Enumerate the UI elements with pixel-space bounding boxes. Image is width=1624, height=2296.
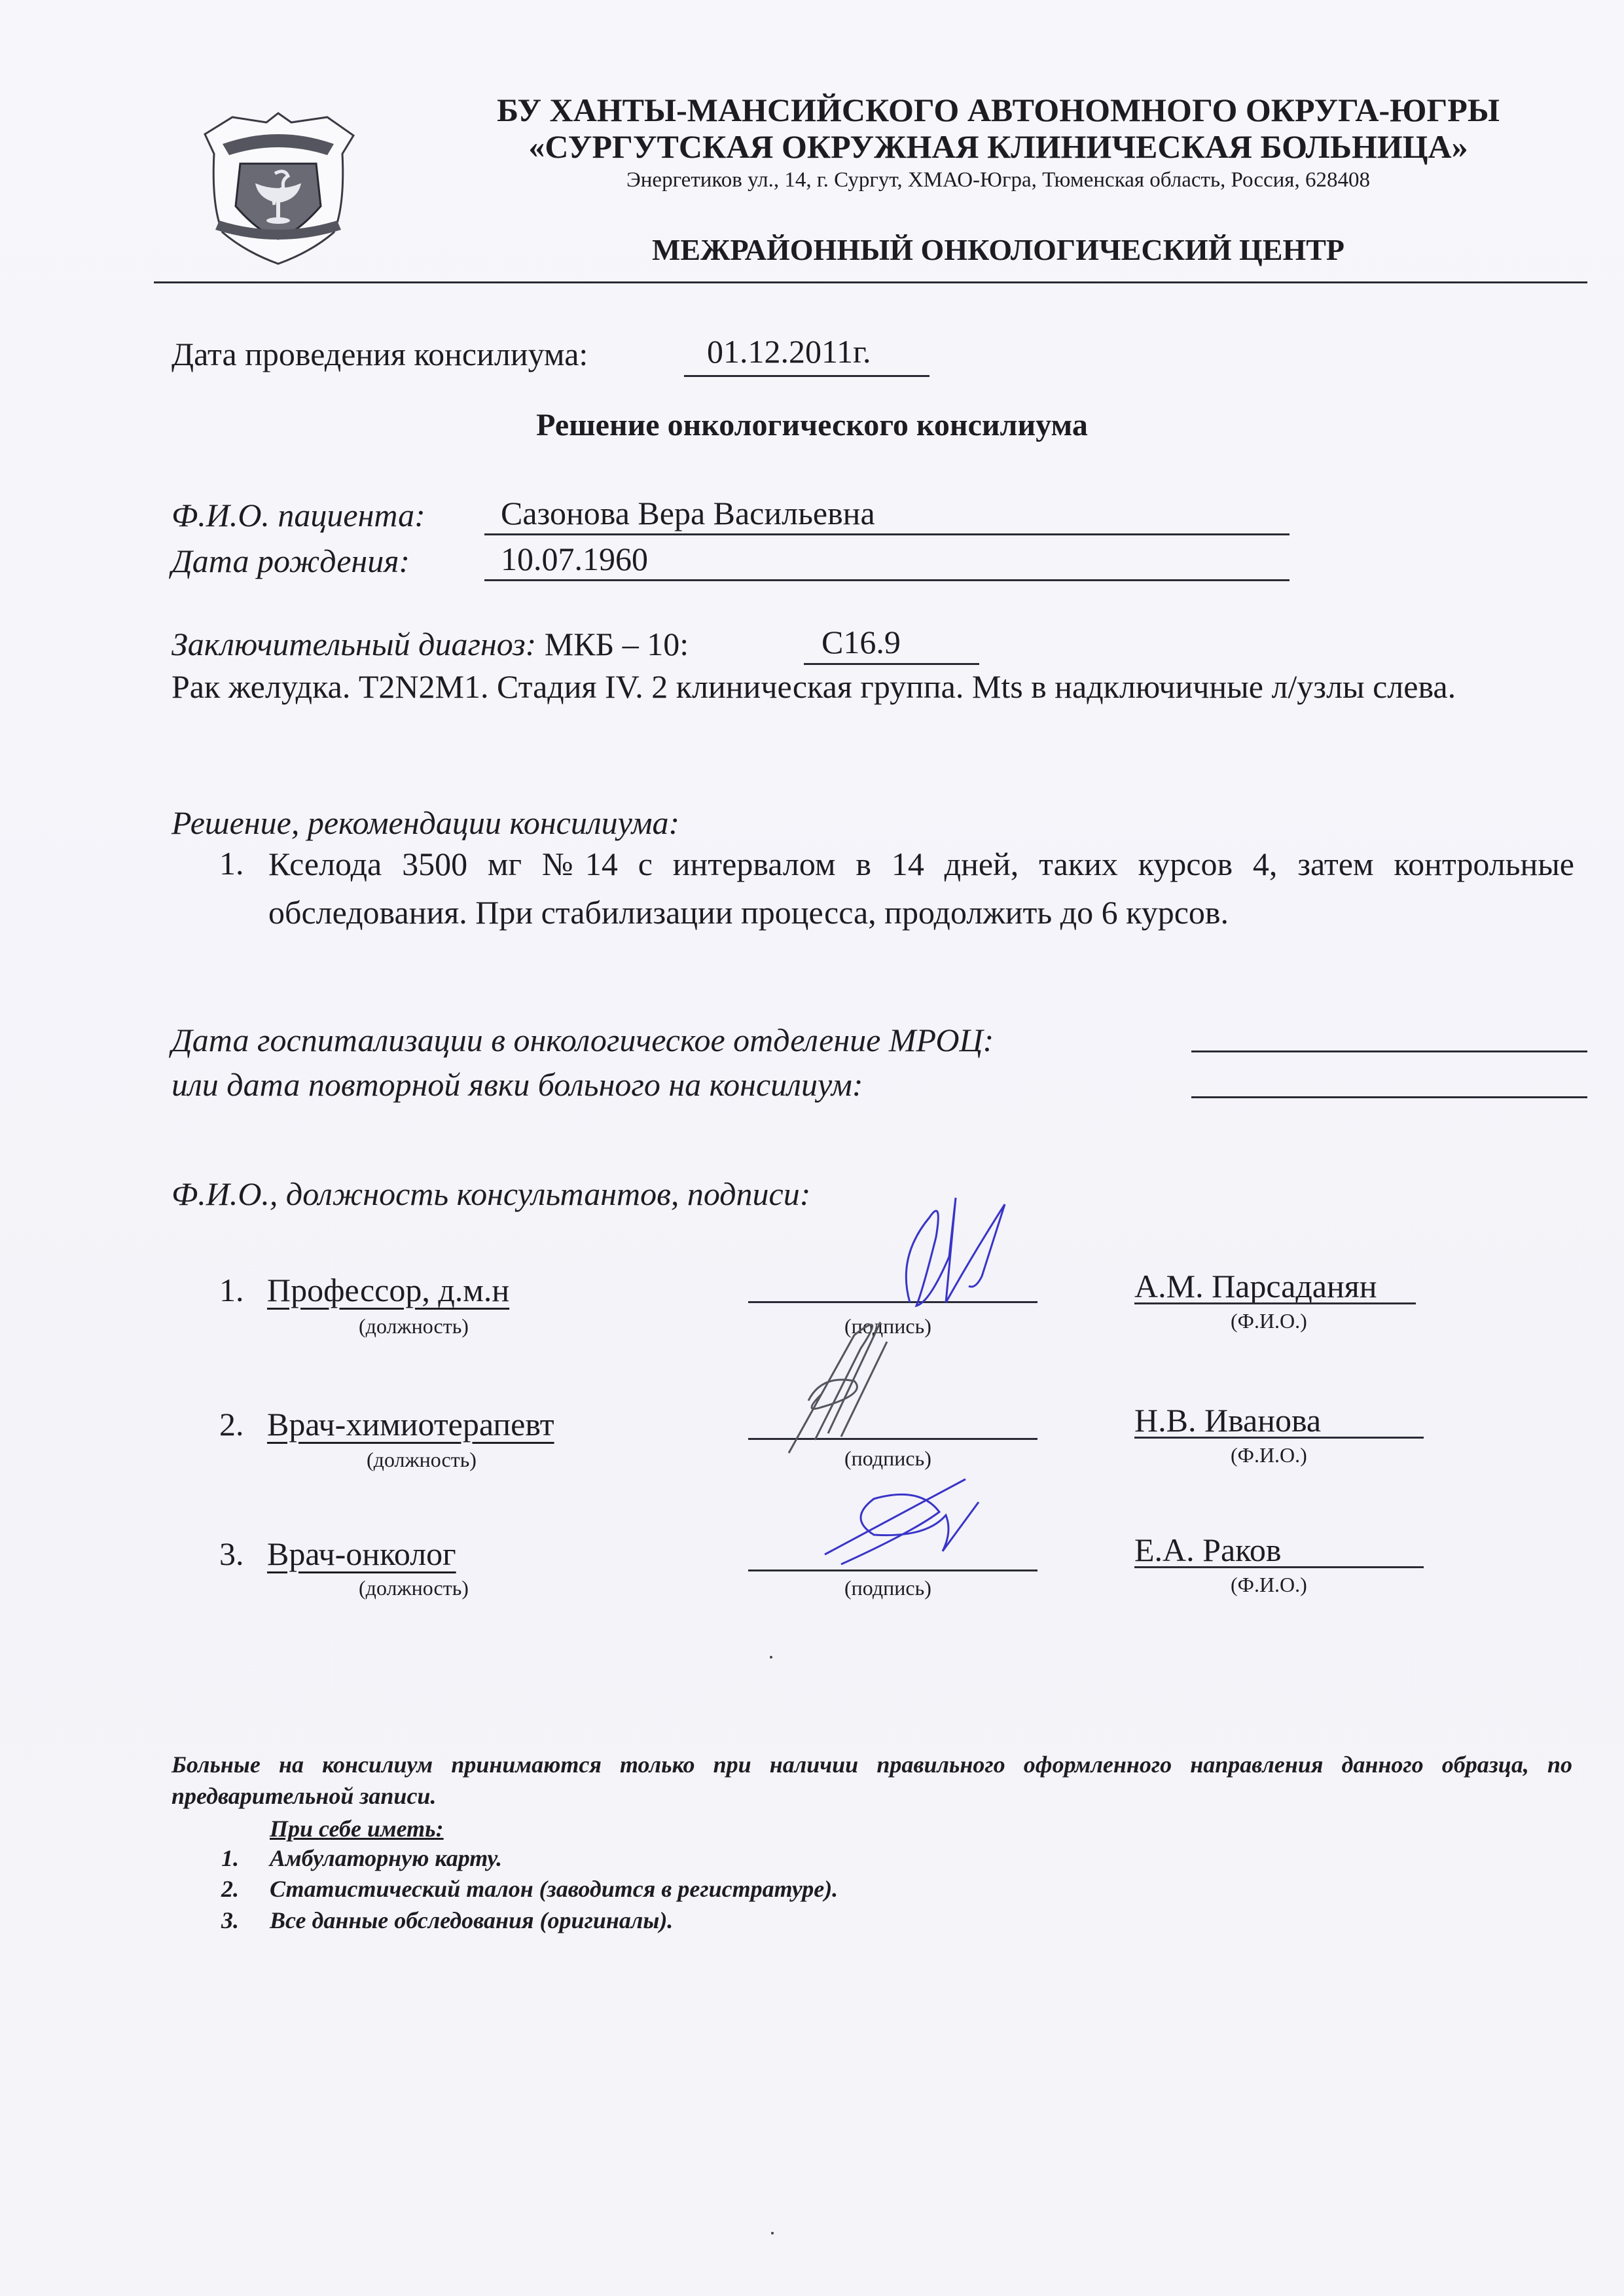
hospital-emblem-icon bbox=[193, 108, 363, 268]
consultant-3-position-caption: (должность) bbox=[359, 1576, 469, 1600]
meeting-date-label: Дата проведения консилиума: bbox=[171, 336, 588, 372]
bring-item-2-text: Статистический талон (заводится в регистратуре). bbox=[270, 1876, 839, 1902]
scan-speck bbox=[770, 1656, 772, 1659]
patient-name-value: Сазонова Вера Васильевна bbox=[501, 495, 875, 531]
date-of-birth-value: 10.07.1960 bbox=[501, 541, 648, 577]
consultant-2-name-caption: (Ф.И.О.) bbox=[1231, 1443, 1307, 1467]
consultant-3-number: 3. bbox=[219, 1535, 244, 1572]
consultant-1-signature-caption: (подпись) bbox=[844, 1314, 931, 1338]
consultant-3-name-underline bbox=[1134, 1566, 1424, 1568]
document-title: Решение онкологического консилиума bbox=[536, 408, 1088, 442]
consultant-2-name: Н.В. Иванова bbox=[1134, 1402, 1322, 1439]
consultant-2-position: Врач-химиотерапевт bbox=[267, 1406, 554, 1443]
consultant-3-position: Врач-онколог bbox=[267, 1535, 456, 1572]
bring-item-3-number: 3. bbox=[221, 1907, 239, 1933]
hospitalization-date-label: Дата госпитализации в онкологическое отделение МРОЦ: bbox=[171, 1022, 994, 1058]
icd-label: МКБ – 10: bbox=[544, 626, 689, 662]
consultant-2-signature-caption: (подпись) bbox=[844, 1446, 931, 1470]
department-title: МЕЖРАЙОННЫЙ ОНКОЛОГИЧЕСКИЙ ЦЕНТР bbox=[651, 233, 1345, 266]
org-name-line2: «СУРГУТСКАЯ ОКРУЖНАЯ КЛИНИЧЕСКАЯ БОЛЬНИЦА» bbox=[528, 128, 1468, 165]
patient-name-label: Ф.И.О. пациента: bbox=[171, 497, 425, 533]
decision-item-number: 1. bbox=[219, 845, 244, 882]
repeat-visit-date-field[interactable] bbox=[1191, 1096, 1587, 1098]
header-divider bbox=[154, 281, 1587, 283]
consultant-3-name-caption: (Ф.И.О.) bbox=[1231, 1573, 1307, 1596]
org-name-line1: БУ ХАНТЫ-МАНСИЙСКОГО АВТОНОМНОГО ОКРУГА-ЮГРЫ bbox=[497, 92, 1500, 128]
consultant-1-position-caption: (должность) bbox=[359, 1314, 469, 1338]
consultant-2-signature-icon bbox=[782, 1309, 893, 1466]
consultant-1-name: А.М. Парсаданян bbox=[1134, 1268, 1377, 1304]
bring-with-label: При себе иметь: bbox=[270, 1816, 444, 1842]
patient-name-underline bbox=[484, 533, 1290, 535]
diagnosis-text: Рак желудка. T2N2M1. Стадия IV. 2 клиническая группа. Mts в надключичные л/узлы слева. bbox=[171, 668, 1456, 705]
consultant-3-signature-icon bbox=[821, 1473, 992, 1577]
icd-code-value: C16.9 bbox=[821, 624, 901, 660]
consultant-1-signature-icon bbox=[890, 1178, 1034, 1316]
bring-item-1-text: Амбулаторную карту. bbox=[270, 1845, 503, 1871]
meeting-date-value: 01.12.2011г. bbox=[707, 333, 871, 370]
consultant-2-position-caption: (должность) bbox=[367, 1448, 477, 1471]
bring-item-2-number: 2. bbox=[221, 1876, 239, 1902]
consultant-3-name: Е.А. Раков bbox=[1134, 1532, 1282, 1568]
consultant-1-name-underline bbox=[1134, 1302, 1416, 1304]
hospitalization-date-field[interactable] bbox=[1191, 1050, 1587, 1052]
diagnosis-label: Заключительный диагноз: bbox=[171, 626, 537, 662]
meeting-date-underline bbox=[684, 375, 929, 377]
repeat-visit-date-label: или дата повторной явки больного на консилиум: bbox=[171, 1066, 863, 1103]
admission-note: Больные на консилиум принимаются только при наличии правильного оформленного направления данного образца, по предварительной записи. bbox=[171, 1751, 1572, 1809]
date-of-birth-label: Дата рождения: bbox=[171, 543, 410, 579]
consultant-3-signature-caption: (подпись) bbox=[844, 1576, 931, 1600]
date-of-birth-underline bbox=[484, 579, 1290, 581]
consultant-1-position: Профессор, д.м.н bbox=[267, 1272, 510, 1308]
consultant-2-number: 2. bbox=[219, 1406, 244, 1443]
consultant-1-number: 1. bbox=[219, 1272, 244, 1308]
consultant-1-name-caption: (Ф.И.О.) bbox=[1231, 1309, 1307, 1333]
consultants-label: Ф.И.О., должность консультантов, подписи: bbox=[171, 1175, 811, 1212]
bring-item-1-number: 1. bbox=[221, 1845, 239, 1871]
scan-speck bbox=[771, 2232, 774, 2234]
org-address: Энергетиков ул., 14, г. Сургут, ХМАО-Югра, Тюменская область, Россия, 628408 bbox=[626, 168, 1370, 192]
bring-item-3-text: Все данные обследования (оригиналы). bbox=[270, 1907, 674, 1933]
decision-label: Решение, рекомендации консилиума: bbox=[171, 804, 680, 841]
consultant-2-name-underline bbox=[1134, 1437, 1424, 1439]
organization-header bbox=[458, 92, 1538, 194]
decision-item-text: Кселода 3500 мг №14 с интервалом в 14 дней, таких курсов 4, затем контрольные обследования. При стабилизации процесса, продолжить до 6 курсов. bbox=[268, 846, 1574, 931]
